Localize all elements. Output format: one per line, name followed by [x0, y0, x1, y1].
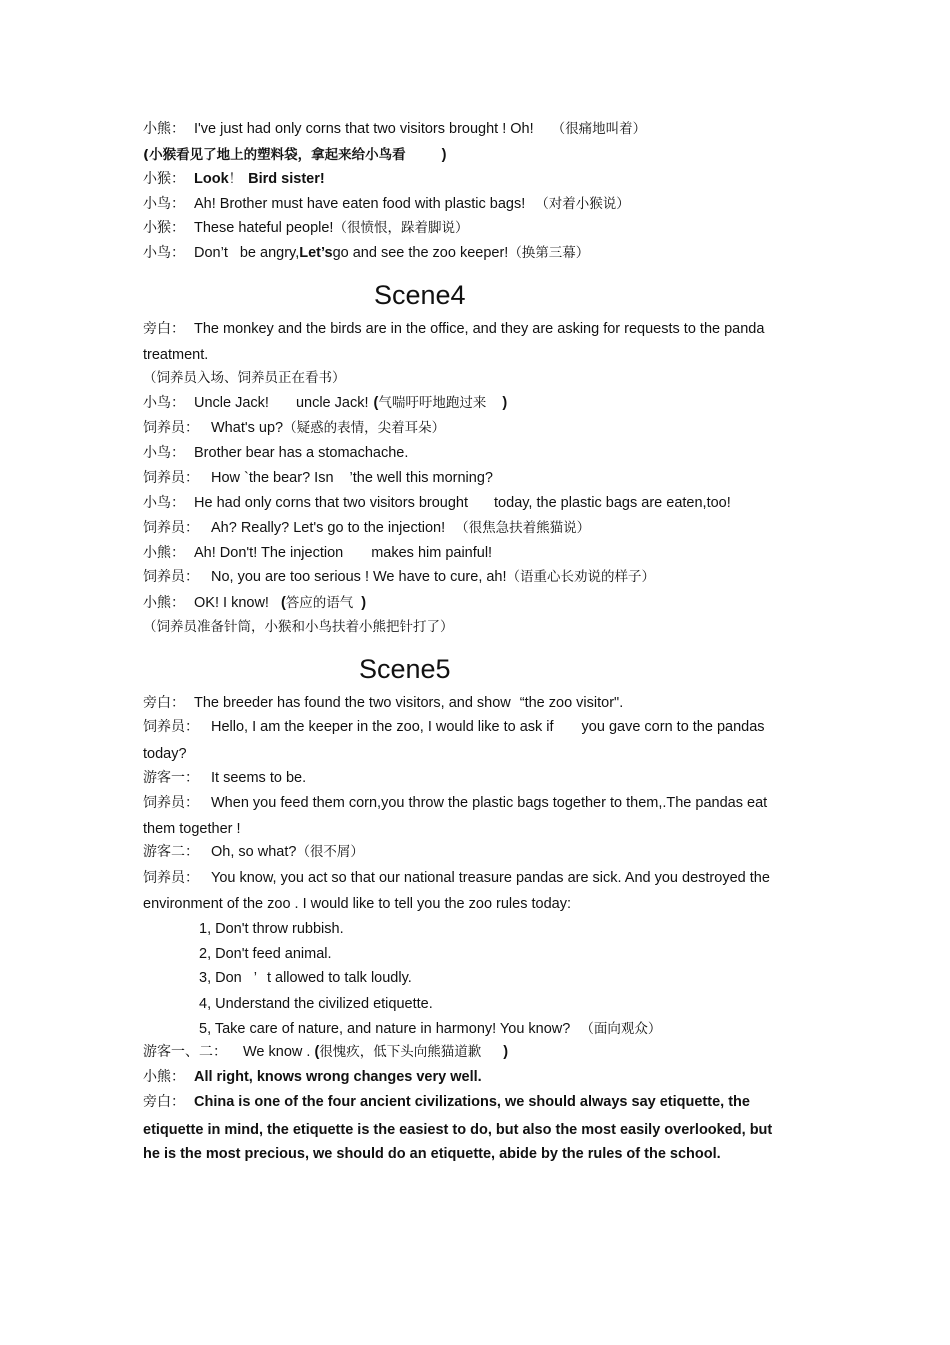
- dialogue-text: He had only corns that two visitors brought: [194, 495, 469, 511]
- speaker-label: 旁白：: [143, 1094, 185, 1110]
- narration-text: China is one of the four ancient civilizations, we should always say etiquette, the: [194, 1094, 750, 1110]
- narration-text: treatment.: [143, 347, 209, 363]
- paren-open: (: [314, 1044, 320, 1060]
- dialogue-text: I've just had only corns that two visitors brought ! Oh!: [194, 121, 534, 137]
- speaker-label: 小鸟：: [143, 245, 185, 261]
- speaker-label: 小鸟：: [143, 196, 185, 212]
- dialogue-text: environment of the zoo . I would like to tell you the zoo rules today:: [143, 896, 571, 912]
- dialogue-text: No, you are too serious ! We have to cure, ah!: [211, 569, 507, 585]
- dialogue-line-bird: [143, 244, 589, 262]
- narration-line: [143, 346, 208, 364]
- stage-direction: （对着小猴说）: [535, 196, 630, 212]
- dialogue-line-bird: [143, 494, 731, 512]
- dialogue-line-bird: [143, 394, 507, 412]
- speaker-label: 小熊：: [143, 545, 185, 561]
- stage-direction: （换第三幕）: [508, 245, 590, 261]
- dialogue-line-bear: [143, 544, 492, 562]
- dialogue-line-keeper: [143, 419, 445, 437]
- stage-direction: （面向观众）: [580, 1021, 662, 1037]
- paren-close: ): [502, 395, 508, 411]
- dialogue-text: These hateful people!: [194, 220, 334, 236]
- speaker-label: 游客一、二：: [143, 1044, 227, 1060]
- dialogue-text: Don: [194, 245, 221, 261]
- dialogue-text: today?: [143, 746, 187, 762]
- dialogue-line-visitor1: [143, 769, 306, 787]
- dialogue-text: Uncle Jack!: [194, 395, 269, 411]
- speaker-label: 小熊：: [143, 1069, 185, 1085]
- dialogue-line-bird: [143, 195, 630, 213]
- dialogue-text: How `the bear? Isn: [211, 470, 334, 486]
- zoo-rule: 1, Don't throw rubbish.: [199, 921, 344, 937]
- stage-direction: 很愧疚，低下头向熊猫道歉: [319, 1044, 482, 1060]
- speaker-label: 小熊：: [143, 595, 185, 611]
- dialogue-line-keeper: [143, 745, 187, 763]
- rule-text: 3, Don: [199, 970, 242, 986]
- speaker-label: 小鸟：: [143, 395, 185, 411]
- narration-text: “the zoo visitor".: [519, 695, 624, 711]
- speaker-label: 旁白：: [143, 321, 185, 337]
- speaker-label: 饲养员：: [143, 719, 199, 735]
- speaker-label: 小鸟：: [143, 495, 185, 511]
- dialogue-text: You know, you act so that our national treasure pandas are sick. And you destroyed the: [211, 870, 770, 886]
- dialogue-text: he well this morning?: [356, 470, 493, 486]
- speaker-label: 小猴：: [143, 220, 185, 236]
- speaker-label: 饲养员：: [143, 795, 199, 811]
- stage-direction: （疑惑的表情，尖着耳朵）: [283, 420, 446, 436]
- dialogue-text: Ah! Brother must have eaten food with plastic bags!: [194, 196, 526, 212]
- scene-title: Scene5: [359, 654, 451, 684]
- dialogue-line-keeper: [143, 869, 770, 887]
- dialogue-line-keeper: [143, 820, 241, 838]
- dialogue-text: Ah? Really? Let's go to the injection!: [211, 520, 446, 536]
- dialogue-line-bird: [143, 444, 408, 462]
- dialogue-text: today, the plastic bags are eaten,too!: [494, 495, 731, 511]
- dialogue-text: ’t: [220, 245, 228, 261]
- dialogue-text: ’t: [349, 470, 357, 486]
- paren-open: (: [373, 395, 379, 411]
- paren-open: (: [280, 595, 286, 611]
- paren-close: ): [441, 147, 447, 163]
- speaker-label: 小猴：: [143, 171, 185, 187]
- dialogue-line-keeper: [143, 794, 767, 812]
- dialogue-line-visitor2: [143, 843, 364, 861]
- dialogue-line-keeper: [143, 519, 590, 537]
- dialogue-line-bear: [143, 1068, 482, 1086]
- dialogue-text: It seems to be.: [211, 770, 307, 786]
- dialogue-text: Bird sister!: [248, 171, 325, 187]
- zoo-rule: [199, 1020, 661, 1038]
- narration-line: etiquette in mind, the etiquette is the easiest to do, but also the most easily overlooked, but: [143, 1122, 773, 1138]
- scene-title: Scene4: [374, 280, 466, 310]
- dialogue-line-keeper: [143, 895, 571, 913]
- dialogue-text: OK! I know!: [194, 595, 269, 611]
- narration-text: The monkey and the birds are in the office, and they are asking for requests to the panda: [194, 321, 765, 337]
- dialogue-text: ’s: [321, 245, 333, 261]
- narration-line: [143, 320, 764, 338]
- speaker-label: 游客一：: [143, 770, 199, 786]
- stage-direction: （很焦急扶着熊猫说）: [455, 520, 591, 536]
- stage-direction-line: [143, 146, 447, 164]
- dialogue-line-visitors: [143, 1043, 508, 1061]
- paren-close: ): [503, 1044, 509, 1060]
- speaker-label: 旁白：: [143, 695, 185, 711]
- dialogue-text: Brother bear has a stomachache.: [194, 445, 409, 461]
- dialogue-line-keeper: [143, 568, 655, 586]
- narration-line: he is the most precious, we should do an etiquette, abide by the rules of the school.: [143, 1146, 721, 1162]
- dialogue-text: Ah! Don't! The injection: [194, 545, 344, 561]
- dialogue-text: We know .: [243, 1044, 311, 1060]
- dialogue-text: All right, knows wrong changes very well.: [194, 1069, 482, 1085]
- stage-direction-line: （饲养员准备针筒，小猴和小鸟扶着小熊把针打了）: [143, 619, 454, 635]
- rule-text: 5, Take care of nature, and nature in harmony! You know?: [199, 1021, 571, 1037]
- dialogue-text: Hello, I am the keeper in the zoo, I would like to ask if: [211, 719, 554, 735]
- speaker-label: 饲养员：: [143, 520, 199, 536]
- speaker-label: 小鸟：: [143, 445, 185, 461]
- rule-text: t allowed to talk loudly.: [266, 970, 412, 986]
- dialogue-text: Let: [299, 245, 321, 261]
- dialogue-line-bear: [143, 594, 366, 612]
- speaker-label: 饲养员：: [143, 470, 199, 486]
- speaker-label: 游客二：: [143, 844, 199, 860]
- dialogue-text: you gave corn to the pandas: [581, 719, 765, 735]
- stage-direction: 气喘吁吁地跑过来: [378, 395, 487, 411]
- narration-line: [143, 694, 623, 712]
- stage-direction: （很愤恨，跺着脚说）: [333, 220, 469, 236]
- speaker-label: 饲养员：: [143, 420, 199, 436]
- rule-text: ’: [253, 970, 257, 986]
- dialogue-text: Look: [194, 171, 229, 187]
- dialogue-line-keeper: [143, 718, 765, 736]
- zoo-rule: [199, 969, 412, 987]
- stage-direction: （很不屑）: [296, 844, 364, 860]
- dialogue-punct: ！: [228, 171, 243, 187]
- dialogue-text: makes him painful!: [371, 545, 493, 561]
- stage-direction-line: （饲养员入场、饲养员正在看书）: [143, 370, 346, 386]
- dialogue-text: be angry,: [239, 245, 300, 261]
- narration-line: [143, 1093, 750, 1111]
- dialogue-text: them together !: [143, 821, 241, 837]
- dialogue-text: What's up?: [211, 420, 284, 436]
- dialogue-text: uncle Jack!: [295, 395, 369, 411]
- stage-direction: (小猴看见了地上的塑料袋，拿起来给小鸟看: [143, 147, 406, 163]
- stage-direction: （语重心长劝说的样子）: [506, 569, 656, 585]
- dialogue-text: When you feed them corn,you throw the plastic bags together to them,.The pandas eat: [211, 795, 768, 811]
- dialogue-line-monkey: [143, 219, 468, 237]
- speaker-label: 饲养员：: [143, 870, 199, 886]
- zoo-rule: 4, Understand the civilized etiquette.: [199, 996, 433, 1012]
- dialogue-line-bear: [143, 120, 646, 138]
- zoo-rule: 2, Don't feed animal.: [199, 946, 332, 962]
- narration-text: The breeder has found the two visitors, and show: [194, 695, 511, 711]
- speaker-label: 饲养员：: [143, 569, 199, 585]
- stage-direction: 答应的语气: [285, 595, 354, 611]
- speaker-label: 小熊：: [143, 121, 185, 137]
- dialogue-text: Oh, so what?: [211, 844, 297, 860]
- stage-direction: （很痛地叫着）: [551, 121, 647, 137]
- paren-close: ): [361, 595, 367, 611]
- dialogue-text: go and see the zoo keeper!: [332, 245, 509, 261]
- dialogue-line-keeper: [143, 469, 493, 487]
- dialogue-line-monkey: [143, 170, 325, 188]
